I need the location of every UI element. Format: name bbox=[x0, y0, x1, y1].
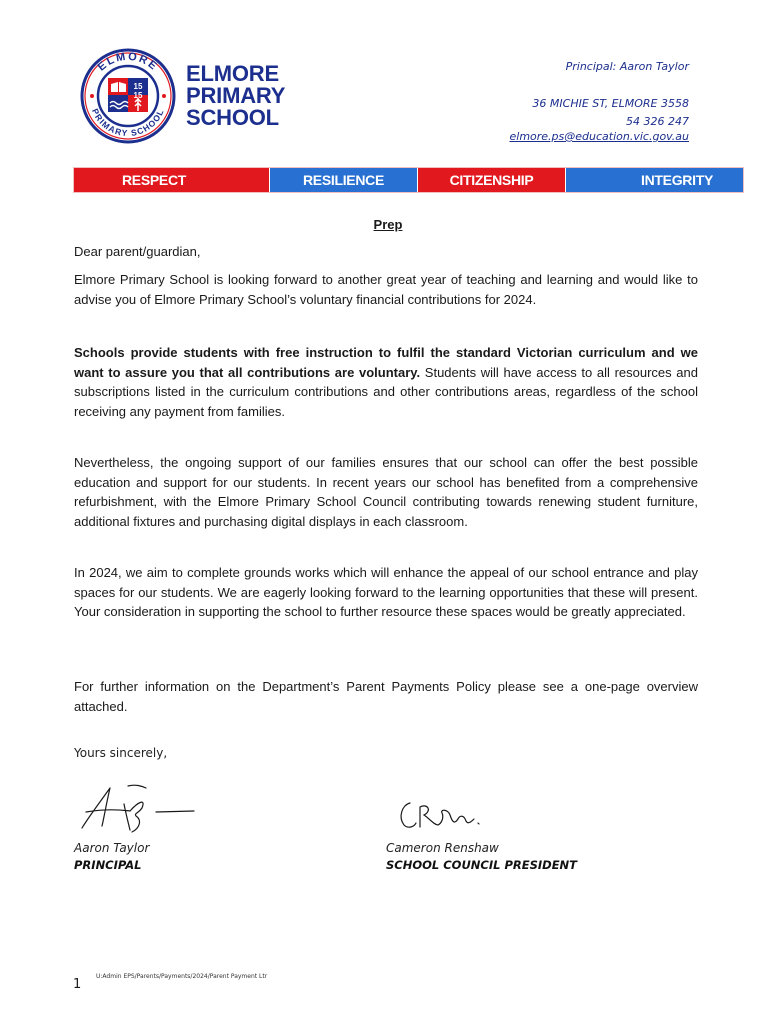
school-email-link[interactable]: elmore.ps@education.vic.gov.au bbox=[509, 130, 689, 143]
logo-ring-bottom-text: PRIMARY SCHOOL bbox=[90, 107, 166, 139]
school-name-line-1: ELMORE bbox=[186, 61, 279, 86]
value-integrity: INTEGRITY bbox=[566, 168, 743, 192]
letter-closing: Yours sincerely, bbox=[74, 746, 168, 760]
school-name-line-2: PRIMARY bbox=[186, 83, 286, 108]
letter-heading: Prep bbox=[373, 217, 403, 232]
paragraph-policy: For further information on the Department’s Parent Payments Policy please see a one-page overview attached. bbox=[74, 679, 698, 714]
paragraph-voluntary bbox=[74, 343, 698, 421]
principal-name: Aaron Taylor bbox=[74, 841, 150, 855]
school-phone: 54 326 247 bbox=[626, 115, 689, 128]
letter-greeting: Dear parent/guardian, bbox=[74, 244, 201, 259]
paragraph-voluntary-bold: Schools provide students with free instruction to fulfil the standard Victorian curriculum and we want to assure you that all contributions are voluntary. bbox=[74, 345, 698, 380]
president-role: SCHOOL COUNCIL PRESIDENT bbox=[386, 858, 578, 872]
president-name: Cameron Renshaw bbox=[386, 841, 499, 855]
principal-line: Principal: Aaron Taylor bbox=[565, 60, 689, 73]
value-respect: RESPECT bbox=[74, 168, 270, 192]
principal-role: PRINCIPAL bbox=[74, 858, 142, 872]
paragraph-intro: Elmore Primary School is looking forward to another great year of teaching and learning and would like to advise you of Elmore Primary School’s voluntary financial contributions for 2024. bbox=[74, 272, 698, 307]
svg-text:15: 15 bbox=[133, 82, 143, 91]
school-logo bbox=[78, 48, 178, 144]
president-signature bbox=[392, 795, 492, 835]
paragraph-voluntary-rest: Students will have access to all resources and subscriptions listed in the curriculum contributions and other contributions areas, regardless of the school receiving any payment from families. bbox=[74, 364, 698, 419]
value-citizenship: CITIZENSHIP bbox=[418, 168, 566, 192]
principal-signature bbox=[80, 780, 210, 840]
paragraph-grounds: In 2024, we aim to complete grounds works which will enhance the appeal of our school entrance and play spaces for our students. We are eagerly looking forward to the learning opportunities that these will present. Your consideration in supporting the school to further resource these spaces would be greatly appreciated. bbox=[74, 565, 698, 620]
school-name bbox=[186, 63, 316, 129]
footer-file-path: U:Admin EPS/Parents/Payments/2024/Parent Payment Ltr bbox=[96, 973, 268, 980]
page-number: 1 bbox=[73, 977, 82, 992]
school-address: 36 MICHIE ST, ELMORE 3558 bbox=[532, 97, 689, 110]
svg-text:15: 15 bbox=[133, 91, 143, 100]
value-resilience: RESILIENCE bbox=[270, 168, 418, 192]
paragraph-support: Nevertheless, the ongoing support of our families ensures that our school can offer the best possible education and support for our students. In recent years our school has benefited from a comprehensive refurbishment, with the Elmore Primary School Council contributing towards renewing student furniture, additional fixtures and purchasing digital displays in each classroom. bbox=[74, 455, 698, 529]
logo-ring-top-text: ELMORE bbox=[95, 50, 161, 74]
school-crest-icon bbox=[78, 48, 178, 144]
school-name-line-3: SCHOOL bbox=[186, 105, 279, 130]
values-banner bbox=[73, 167, 744, 193]
